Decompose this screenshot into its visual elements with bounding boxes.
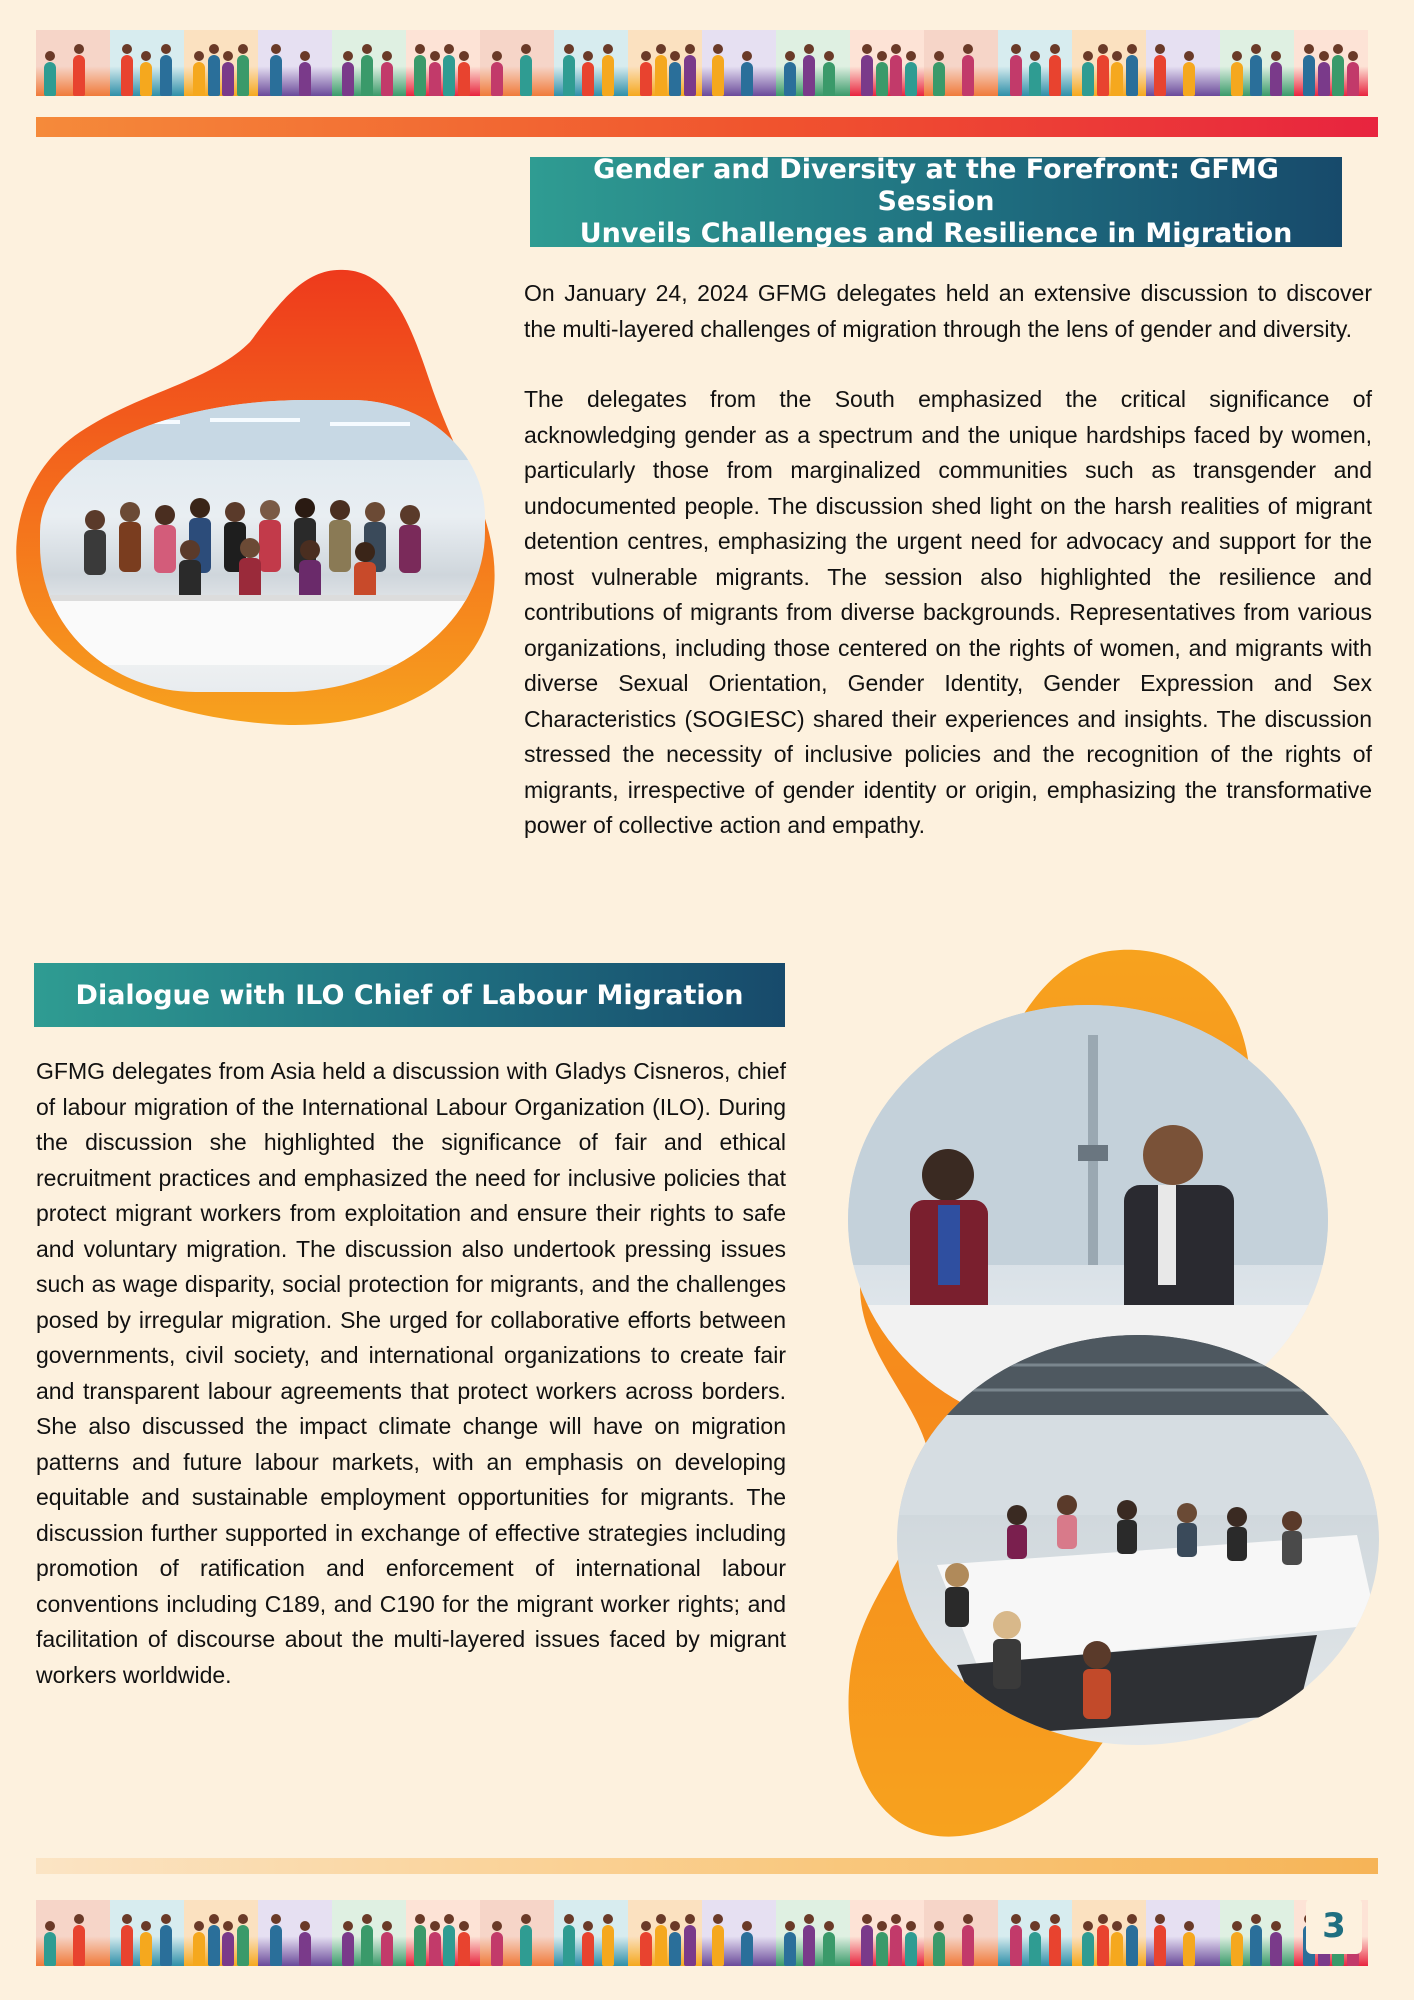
illustration-tile [554,1900,628,1966]
illustration-tile [332,1900,406,1966]
illustration-tile [1294,30,1368,96]
meeting-photo-roundtable [897,1335,1379,1745]
illustration-tile [1072,30,1146,96]
illustration-tile [258,30,332,96]
illustration-tile [184,1900,258,1966]
section1-title-line1: Gender and Diversity at the Forefront: GFMG Session [593,154,1279,217]
illustration-tile [1072,1900,1146,1966]
illustration-tile [850,1900,924,1966]
top-illustration-strip [36,30,1378,96]
section1-paragraph-1: On January 24, 2024 GFMG delegates held an extensive discussion to discover the multi-layered challenges of migration through the lens of gender and diversity. [524,280,1372,342]
illustration-tile [406,30,480,96]
illustration-tile [776,1900,850,1966]
illustration-tile [554,30,628,96]
section2-paragraph: GFMG delegates from Asia held a discussion with Gladys Cisneros, chief of labour migration of the International Labour Organization (ILO). During the discussion she highlighted the significance of fair and ethical recruitment practices and emphasized the need for inclusive policies that protect migrant workers from exploitation and ensure their rights to safe and voluntary migration. The discussion also undertook pressing issues such as wage disparity, social protection for migrants, and the challenges posed by irregular migration. She urged for collaborative efforts between governments, civil society, and international organizations to create fair and transparent labour agreements that protect workers across borders. She also discussed the impact climate change will have on migration patterns and future labour markets, with an emphasis on developing equitable and sustainable employment opportunities for migrants. The discussion further supported in exchange of effective strategies including promotion of ratification and enforcement of international labour conventions including C189, and C190 for the migrant worker rights; and facilitation of discourse about the multi-layered issues faced by migrant workers worldwide. [36,1058,786,1688]
section1-heading [530,154,1342,249]
top-gradient-bar [36,117,1378,137]
illustration-tile [998,30,1072,96]
section1-paragraph-2: The delegates from the South emphasized the critical significance of acknowledging gender as a spectrum and the unique hardships faced by women, particularly those from marginalized communities such as transgender and undocumented people. The discussion shed light on the harsh realities of migrant detention centres, emphasizing the urgent need for advocacy and support for the most vulnerable migrants. The session also highlighted the resilience and contributions of migrants from diverse backgrounds. Representatives from various organizations, including those centered on the rights of women, and migrants with diverse Sexual Orientation, Gender Identity, Gender Expression and Sex Characteristics (SOGIESC) shared their experiences and insights. The discussion stressed the necessity of inclusive policies and the recognition of the rights of migrants, irrespective of gender identity or origin, emphasizing the transformative power of collective action and empathy. [524,386,1372,838]
illustration-tile [332,30,406,96]
illustration-tile [1146,1900,1220,1966]
illustration-tile [1220,1900,1294,1966]
illustration-tile [776,30,850,96]
illustration-tile [110,30,184,96]
illustration-tile [480,30,554,96]
illustration-tile [110,1900,184,1966]
section1-body [524,276,1372,879]
group-photo-session1 [40,400,485,692]
section2-title: Dialogue with ILO Chief of Labour Migration [75,979,744,1011]
illustration-tile [36,1900,110,1966]
illustration-tile [406,1900,480,1966]
illustration-tile [1220,30,1294,96]
section2-heading [34,963,785,1027]
illustration-tile [628,30,702,96]
section1-title-line2: Unveils Challenges and Resilience in Migration [579,218,1293,249]
illustration-tile [480,1900,554,1966]
illustration-tile [184,30,258,96]
illustration-tile [36,30,110,96]
bottom-illustration-strip [36,1900,1378,1966]
page-number: 3 [1306,1898,1362,1954]
illustration-tile [850,30,924,96]
bottom-gradient-bar [36,1858,1378,1874]
illustration-tile [924,30,998,96]
illustration-tile [924,1900,998,1966]
illustration-tile [998,1900,1072,1966]
illustration-tile [628,1900,702,1966]
illustration-tile [1146,30,1220,96]
illustration-tile [702,30,776,96]
illustration-tile [258,1900,332,1966]
illustration-tile [702,1900,776,1966]
